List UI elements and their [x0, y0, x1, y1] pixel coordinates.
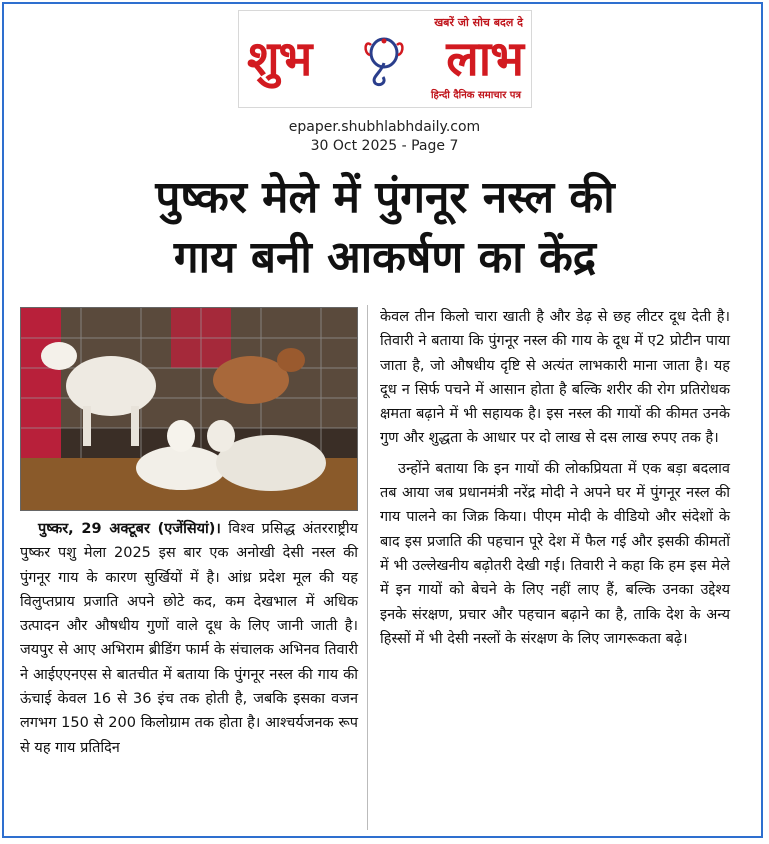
- article-paragraph-1: विश्व प्रसिद्ध अंतरराष्ट्रीय पुष्कर पशु मेला 2025 इस बार एक अनोखी देसी नस्ल की पुंगनूर गाय के कारण सुर्खियों में है। आंध्र प्रदेश मूल की यह विलुप्तप्राय प्रजाति अपने छोटे कद, कम देखभाल में अधिक उत्पादन और औषधीय गुणों वाले दूध के लिए जानी जाती है। जयपुर से आए अभिराम ब्रीडिंग फार्म के संचालक अभिनव तिवारी ने आईएएनएस से बातचीत में बताया कि पुंगनूर नस्ल की गाय की ऊंचाई केवल 16 से 36 इंच तक होती है, जबकि इसका वजन लगभग 150 से 200 किलोग्राम तक होता है। आश्चर्यजनक रूप से यह गाय प्रतिदिन: [20, 521, 359, 756]
- masthead-tagline: खबरें जो सोच बदल दे: [434, 16, 523, 29]
- source-url: epaper.shubhlabhdaily.com: [288, 119, 481, 135]
- article-paragraph-1-continued: केवल तीन किलो चारा खाती है और डेढ़ से छह लीटर दूध देती है। तिवारी ने बताया कि पुंगनूर नस्ल की गाय के दूध में ए2 प्रोटीन पाया जाता है, जो औषधीय दृष्टि से अत्यंत लाभकारी माना जाता है। यह दूध न सिर्फ पचने में आसान होता है बल्कि शरीर की रोग प्रतिरोधक क्षमता बढ़ाने में भी सहायक है। इस नस्ल की गायों की कीमत उनके गुण और शुद्धता के आधार पर दो लाख से दस लाख रुपए तक है।: [380, 309, 730, 447]
- column-divider: [367, 305, 368, 830]
- article-column-left: [20, 517, 358, 760]
- logo-word-shubh: शुभ: [247, 31, 312, 87]
- headline-line-1: पुष्कर मेले में पुंगनूर नस्ल की: [155, 172, 615, 223]
- ganesh-logo-icon: [361, 33, 407, 87]
- article-column-right: [380, 305, 730, 651]
- newspaper-masthead: [238, 10, 532, 108]
- edition-date-page: 30 Oct 2025 - Page 7: [310, 138, 459, 154]
- cows-photo: [20, 307, 358, 511]
- logo-word-labh: लाभ: [446, 31, 523, 87]
- article-paragraph-2: उन्होंने बताया कि इन गायों की लोकप्रियता में एक बड़ा बदलाव तब आया जब प्रधानमंत्री नरेंद्र मोदी ने अपने घर में पुंगनूर नस्ल की गाय पालने का जिक्र किया। पीएम मोदी के वीडियो और संदेशों के बाद इस प्रजाति की पहचान पूरे देश में फैल गई और इसकी कीमतों में भी उल्लेखनीय बढ़ोतरी देखी गई। तिवारी ने कहा कि हम इस मेले में इन गायों को बेचने के लिए नहीं लाए हैं, बल्कि उनका उद्देश्य इनके संरक्षण, प्रचार और पहचान बढ़ाने का है, ताकि देश के अन्य हिस्सों में भी देसी नस्लों के संरक्षण के लिए जागरूकता बढ़े।: [380, 460, 730, 647]
- article-dateline: पुष्कर, 29 अक्टूबर (एजेंसियां)।: [38, 521, 221, 537]
- headline-line-2: गाय बनी आकर्षण का केंद्र: [173, 232, 597, 283]
- masthead-subtitle: हिन्दी दैनिक समाचार पत्र: [430, 90, 521, 101]
